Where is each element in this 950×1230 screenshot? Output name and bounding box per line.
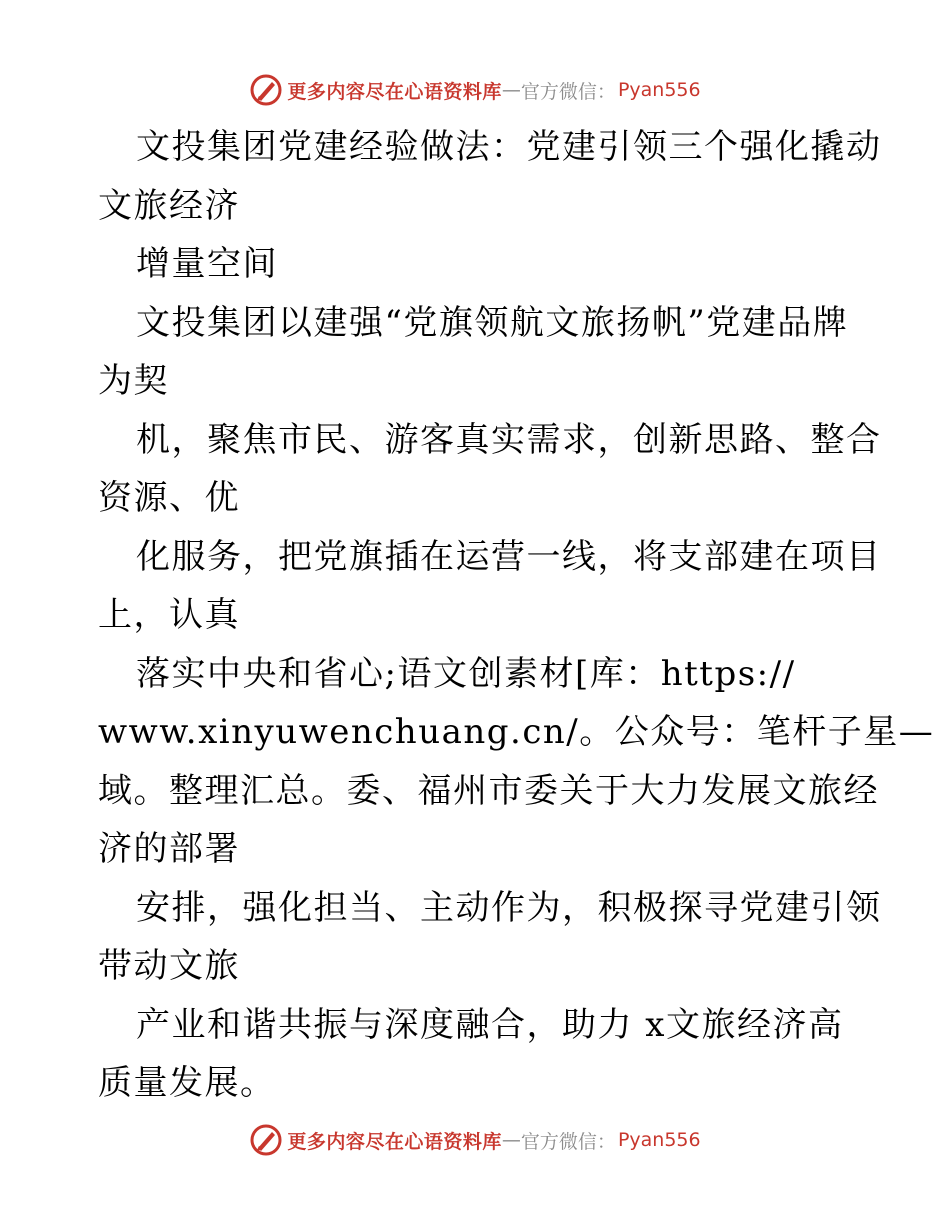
paragraph-line: 文投集团以建强“党旗领航文旅扬帆”党建品牌 (136, 302, 849, 343)
paragraph-line: 化服务，把党旗插在运营一线，将支部建在项目 (136, 536, 882, 577)
footer-watermark (0, 1120, 950, 1160)
paragraph-line: 上，认真 (98, 595, 240, 635)
paragraph-line: 资源、优 (98, 478, 240, 518)
paragraph-line: 为契 (98, 361, 169, 401)
paragraph-line: 带动文旅 (98, 946, 240, 986)
watermark-separator: — (501, 1129, 521, 1151)
watermark-label: 官方微信： (520, 80, 616, 103)
header-watermark (0, 70, 950, 110)
paragraph-line: 产业和谐共振与深度融合，助力 x文旅经济高 (136, 1004, 844, 1045)
paragraph-line: 域。整理汇总。委、福州市委关于大力发展文旅经 (98, 770, 879, 811)
watermark-separator: — (501, 79, 521, 101)
paragraph-line: 安排，强化担当、主动作为，积极探寻党建引领 (136, 887, 882, 928)
paragraph-line: 质量发展。 (98, 1063, 276, 1103)
paragraph-line: 落实中央和省心;语文创素材[库：https:// (136, 653, 796, 694)
paragraph-line: 济的部署 (98, 829, 240, 869)
watermark-wechat-id: Pyan556 (617, 1129, 701, 1151)
title-line-1: 文投集团党建经验做法：党建引领三个强化撬动 (136, 127, 882, 167)
watermark-label: 官方微信： (520, 1130, 616, 1153)
watermark-main-text: 更多内容尽在心语资料库 (287, 80, 502, 103)
paragraph-line: 机，聚焦市民、游客真实需求，创新思路、整合 (136, 419, 882, 460)
title-line-2: 文旅经济 (98, 185, 240, 226)
pen-seal-logo-icon (249, 1123, 283, 1157)
document-body (98, 118, 935, 1113)
pen-seal-logo-icon (249, 73, 283, 107)
title-line-3: 增量空间 (136, 244, 278, 284)
watermark-main-text: 更多内容尽在心语资料库 (287, 1130, 502, 1153)
paragraph-line: www.xinyuwenchuang.cn/。公众号：笔杆子星— (98, 712, 935, 752)
watermark-wechat-id: Pyan556 (617, 79, 701, 101)
